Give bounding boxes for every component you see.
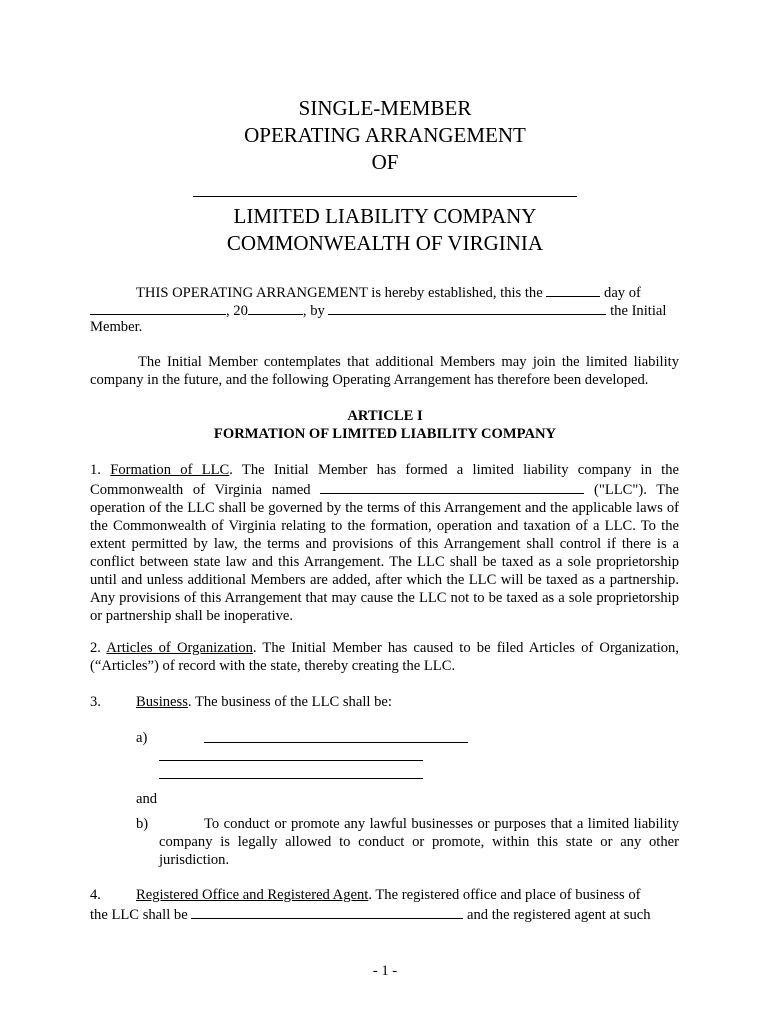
section-4-title: Registered Office and Registered Agent [136, 887, 369, 903]
doc-title-line-5: COMMONWEALTH OF VIRGINIA [226, 231, 544, 255]
section-3-heading [136, 693, 676, 711]
section-2-paragraph [90, 639, 679, 675]
doc-title-line-2: OPERATING ARRANGEMENT [244, 123, 526, 147]
section-2-number: 2. [90, 640, 101, 656]
section-4-line-2 [90, 904, 680, 924]
intro-text-c: , 20 [226, 303, 248, 319]
business-blank-1 [204, 742, 468, 743]
member-name-blank [328, 300, 606, 315]
intro-text-b: day of [604, 285, 641, 301]
section-1-text-b: ("LLC"). The operation of the LLC shall be governed by the terms of this Arrangement and the applicable laws of the Commonwealth of Virginia relating to the formation, operation and taxation of a LLC. To the extent permitted by law, the terms and provisions of this Arrangement shall control if there is a conflict between state law and this Arrangement. The LLC shall be taxed as a sole proprietorship until and unless additional Members are added, after which the LLC will be taxed as a partnership. Any provisions of this Arrangement that may cause the LLC not to be taxed as a sole proprietorship or partnership shall be inoperative. [90, 482, 679, 624]
section-1-number: 1. [90, 462, 101, 478]
section-3-text: . The business of the LLC shall be: [187, 694, 392, 710]
business-blank-2 [159, 760, 423, 761]
intro-text-e: the Initial [610, 303, 667, 319]
company-name-blank [193, 196, 577, 197]
section-2-text: . The Initial Member has caused to be filed Articles of Organization, (“Articles”) of record with the state, thereby creating the LLC. [90, 640, 679, 674]
llc-name-blank [320, 479, 584, 494]
registered-office-blank [191, 904, 463, 919]
month-blank [90, 300, 226, 315]
section-1-title: Formation of LLC [110, 462, 230, 478]
item-b-text: To conduct or promote any lawful businesses or purposes that a limited liability company is legally allowed to conduct or promote, within this state or any other jurisdiction. [159, 816, 679, 868]
item-a-label: a) [136, 730, 148, 746]
section-4-text-b: the LLC shall be [90, 907, 188, 923]
year-blank [248, 300, 303, 315]
section-4-text-c: and the registered agent at such [467, 907, 651, 923]
section-1-paragraph [90, 461, 679, 625]
section-2-title: Articles of Organization [106, 640, 253, 656]
article-heading: ARTICLE I [347, 408, 423, 424]
intro-text-f: Member. [90, 319, 143, 335]
item-b-label: b) [136, 816, 149, 832]
doc-title-line-3: OF [371, 150, 399, 174]
page-number: - 1 - [372, 963, 398, 979]
article-subheading: FORMATION OF LIMITED LIABILITY COMPANY [213, 426, 557, 442]
doc-title-line-1: SINGLE-MEMBER [298, 96, 472, 120]
intro-text-d: , by [302, 303, 325, 319]
section-4-line-1 [136, 886, 676, 904]
and-label: and [136, 791, 158, 807]
section-1-text-a: . The Initial Member has formed a limited liability company in the Commonwealth of Virginia named [90, 462, 679, 498]
intro-text-a: THIS OPERATING ARRANGEMENT is hereby established, this the [136, 285, 543, 301]
section-4-text-a: . The registered office and place of business of [368, 887, 641, 903]
contemplation-paragraph: The Initial Member contemplates that additional Members may join the limited liability company in the future, and the following Operating Arrangement has therefore been developed. [90, 354, 679, 388]
section-4-number: 4. [90, 887, 101, 903]
section-3-number: 3. [90, 694, 101, 710]
day-blank [546, 282, 600, 297]
intro-line-1 [136, 282, 680, 302]
business-blank-3 [159, 778, 423, 779]
section-3-title: Business [136, 694, 188, 710]
doc-title-line-4: LIMITED LIABILITY COMPANY [233, 204, 537, 228]
intro-line-2 [90, 300, 680, 320]
